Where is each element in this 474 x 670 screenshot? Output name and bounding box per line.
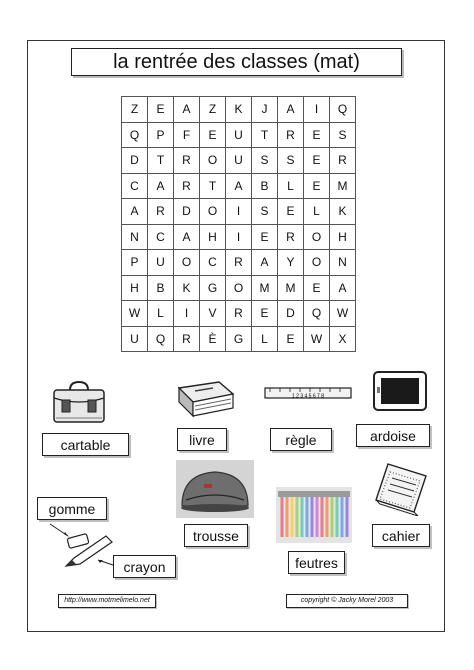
- grid-cell: E: [278, 199, 304, 225]
- grid-row: [122, 199, 356, 225]
- grid-cell: H: [330, 224, 356, 250]
- grid-cell: M: [278, 275, 304, 301]
- feutres-image: [276, 487, 352, 543]
- livre-image: [175, 378, 237, 420]
- grid-cell: U: [226, 148, 252, 174]
- page-title: la rentrée des classes (mat): [71, 48, 402, 76]
- grid-cell: R: [278, 224, 304, 250]
- grid-cell: E: [148, 97, 174, 123]
- grid-cell: B: [148, 275, 174, 301]
- grid-cell: A: [122, 199, 148, 225]
- grid-cell: I: [226, 199, 252, 225]
- grid-row: [122, 148, 356, 174]
- grid-row: [122, 250, 356, 276]
- grid-cell: O: [304, 250, 330, 276]
- grid-cell: U: [148, 250, 174, 276]
- grid-cell: C: [200, 250, 226, 276]
- grid-cell: P: [148, 122, 174, 148]
- grid-cell: V: [200, 301, 226, 327]
- grid-cell: E: [304, 148, 330, 174]
- grid-cell: T: [252, 122, 278, 148]
- grid-cell: R: [174, 326, 200, 352]
- grid-cell: E: [252, 301, 278, 327]
- grid-cell: I: [304, 97, 330, 123]
- footer-copyright: copyright © Jacky Morel 2003: [286, 594, 408, 608]
- grid-cell: R: [330, 148, 356, 174]
- grid-row: [122, 224, 356, 250]
- ruler-numbers: 1 2 3 4 5 6 7 8: [292, 393, 324, 400]
- grid-cell: W: [304, 326, 330, 352]
- word-label-cartable: cartable: [42, 433, 129, 456]
- grid-cell: G: [200, 275, 226, 301]
- grid-cell: R: [226, 250, 252, 276]
- regle-image: [264, 386, 352, 400]
- word-label-ardoise: ardoise: [356, 424, 430, 447]
- grid-cell: H: [122, 275, 148, 301]
- grid-cell: I: [226, 224, 252, 250]
- grid-cell: R: [278, 122, 304, 148]
- grid-cell: Z: [200, 97, 226, 123]
- grid-cell: O: [200, 199, 226, 225]
- grid-row: [122, 122, 356, 148]
- grid-cell: O: [200, 148, 226, 174]
- word-label-cahier: cahier: [372, 524, 430, 547]
- grid-cell: E: [304, 173, 330, 199]
- grid-cell: E: [304, 122, 330, 148]
- grid-cell: I: [174, 301, 200, 327]
- grid-cell: L: [304, 199, 330, 225]
- word-label-trousse: trousse: [184, 524, 248, 547]
- grid-cell: R: [174, 173, 200, 199]
- word-label-gomme: gomme: [37, 497, 107, 520]
- grid-cell: W: [122, 301, 148, 327]
- grid-cell: A: [252, 250, 278, 276]
- grid-row: [122, 173, 356, 199]
- grid-cell: O: [304, 224, 330, 250]
- grid-cell: T: [148, 148, 174, 174]
- grid-cell: G: [226, 326, 252, 352]
- grid-cell: K: [226, 97, 252, 123]
- grid-cell: F: [174, 122, 200, 148]
- ardoise-image: [372, 370, 428, 412]
- grid-cell: B: [252, 173, 278, 199]
- grid-cell: K: [174, 275, 200, 301]
- grid-cell: J: [252, 97, 278, 123]
- grid-cell: L: [278, 173, 304, 199]
- grid-row: [122, 275, 356, 301]
- grid-row: [122, 326, 356, 352]
- word-label-regle: règle: [270, 428, 332, 451]
- word-label-livre: livre: [177, 428, 227, 451]
- grid-cell: A: [226, 173, 252, 199]
- grid-cell: H: [200, 224, 226, 250]
- grid-cell: Y: [278, 250, 304, 276]
- grid-cell: A: [148, 173, 174, 199]
- grid-cell: Q: [304, 301, 330, 327]
- grid-cell: M: [252, 275, 278, 301]
- grid-cell: L: [252, 326, 278, 352]
- grid-cell: C: [148, 224, 174, 250]
- grid-cell: A: [330, 275, 356, 301]
- word-search-grid: [121, 96, 356, 352]
- footer-website: http://www.motmelimelo.net: [58, 594, 156, 608]
- grid-cell: Q: [122, 122, 148, 148]
- grid-cell: M: [330, 173, 356, 199]
- word-label-crayon: crayon: [113, 555, 176, 578]
- grid-cell: A: [174, 97, 200, 123]
- grid-cell: P: [122, 250, 148, 276]
- grid-cell: A: [278, 97, 304, 123]
- grid-cell: Q: [330, 97, 356, 123]
- word-label-feutres: feutres: [288, 551, 345, 574]
- trousse-image: [176, 460, 254, 518]
- grid-cell: C: [122, 173, 148, 199]
- grid-cell: R: [226, 301, 252, 327]
- grid-cell: K: [330, 199, 356, 225]
- grid-cell: Q: [148, 326, 174, 352]
- grid-cell: Z: [122, 97, 148, 123]
- grid-cell: E: [252, 224, 278, 250]
- grid-row: [122, 301, 356, 327]
- grid-cell: L: [148, 301, 174, 327]
- grid-cell: R: [174, 148, 200, 174]
- grid-cell: U: [226, 122, 252, 148]
- gomme-crayon-image: [38, 522, 122, 570]
- grid-cell: T: [200, 173, 226, 199]
- grid-cell: N: [122, 224, 148, 250]
- grid-cell: R: [148, 199, 174, 225]
- grid-cell: S: [252, 148, 278, 174]
- grid-cell: O: [226, 275, 252, 301]
- grid-cell: X: [330, 326, 356, 352]
- grid-cell: S: [252, 199, 278, 225]
- grid-cell: U: [122, 326, 148, 352]
- grid-cell: S: [278, 148, 304, 174]
- grid-cell: O: [174, 250, 200, 276]
- grid-cell: W: [330, 301, 356, 327]
- grid-cell: E: [304, 275, 330, 301]
- grid-row: [122, 97, 356, 123]
- grid-cell: D: [122, 148, 148, 174]
- grid-cell: D: [174, 199, 200, 225]
- grid-cell: E: [200, 122, 226, 148]
- grid-cell: A: [174, 224, 200, 250]
- cahier-image: [370, 460, 432, 516]
- grid-cell: E: [278, 326, 304, 352]
- grid-cell: S: [330, 122, 356, 148]
- grid-cell: N: [330, 250, 356, 276]
- grid-cell: D: [278, 301, 304, 327]
- grid-cell: È: [200, 326, 226, 352]
- cartable-image: [50, 380, 108, 426]
